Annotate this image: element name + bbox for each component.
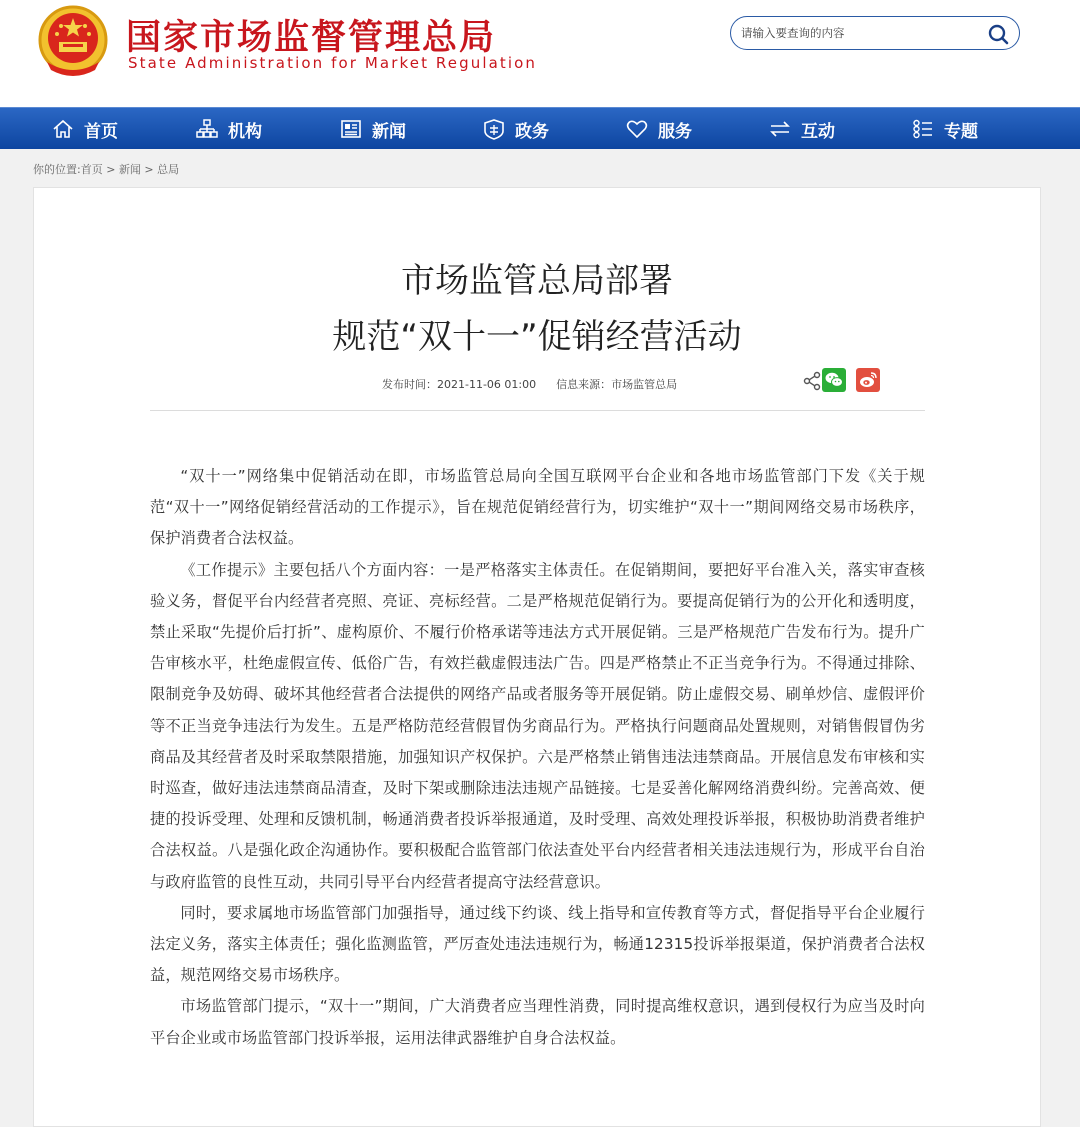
heart-icon <box>626 118 648 140</box>
org-chart-icon <box>196 118 218 140</box>
search-icon[interactable] <box>987 23 1009 45</box>
site-header <box>0 0 1080 107</box>
article-paragraph: “双十一”网络集中促销活动在即，市场监管总局向全国互联网平台企业和各地市场监管部门下发《关于规范“双十一”网络促销经营活动的工作提示》，旨在规范促销经营行为，切实维护“双十一”期间网络交易市场秩序，保护消费者合法权益。 <box>150 467 925 548</box>
government-icon <box>483 118 505 140</box>
exchange-arrows-icon <box>769 118 791 140</box>
nav-item-government[interactable] <box>483 108 549 150</box>
topics-list-icon <box>912 118 934 140</box>
article-meta <box>382 376 677 392</box>
site-name-english[interactable]: State Administration for Market Regulation <box>128 54 538 72</box>
breadcrumb-separator: > <box>140 163 158 176</box>
nav-item-interaction[interactable] <box>769 108 835 150</box>
weibo-icon <box>856 368 880 392</box>
article-title <box>34 253 1040 365</box>
nav-item-home[interactable] <box>52 108 118 150</box>
home-icon <box>52 118 74 140</box>
breadcrumb-link-home[interactable]: 首页 <box>80 163 103 176</box>
main-nav <box>0 107 1080 149</box>
nav-label-organization: 机构 <box>228 121 262 142</box>
publish-time: 发布时间：2021-11-06 01:00 <box>382 378 537 391</box>
nav-label-government: 政务 <box>515 121 549 142</box>
article-paragraph: 市场监管部门提示，“双十一”期间，广大消费者应当理性消费，同时提高维权意识，遇到侵权行为应当及时向平台企业或市场监管部门投诉举报，运用法律武器维护自身合法权益。 <box>150 997 925 1047</box>
nav-item-topics[interactable] <box>912 108 978 150</box>
title-divider <box>150 410 925 411</box>
breadcrumb-link-headquarters[interactable]: 总局 <box>157 163 180 176</box>
weibo-share-button[interactable] <box>856 368 880 392</box>
nav-label-topics: 专题 <box>944 121 978 142</box>
nav-label-home: 首页 <box>84 121 118 142</box>
article-card <box>33 187 1041 1127</box>
share-icon[interactable] <box>800 369 824 393</box>
site-name[interactable]: 国家市场监督管理总局 <box>126 18 497 58</box>
newspaper-icon <box>340 118 362 140</box>
nav-label-news: 新闻 <box>372 121 406 142</box>
nav-label-service: 服务 <box>658 121 692 142</box>
breadcrumb-link-news[interactable]: 新闻 <box>118 163 141 176</box>
nav-item-service[interactable] <box>626 108 692 150</box>
search-box <box>730 16 1020 50</box>
article-title-line1: 市场监管总局部署 <box>401 261 673 301</box>
breadcrumb <box>33 161 179 177</box>
breadcrumb-separator: > <box>102 163 119 176</box>
national-emblem-icon[interactable] <box>37 4 109 80</box>
breadcrumb-prefix: 你的位置: <box>33 163 81 176</box>
article-body <box>150 461 925 1054</box>
nav-item-news[interactable] <box>340 108 406 150</box>
nav-label-interaction: 互动 <box>801 121 835 142</box>
article-paragraph: 《工作提示》主要包括八个方面内容：一是严格落实主体责任。在促销期间，要把好平台准入关，落实审查核验义务，督促平台内经营者亮照、亮证、亮标经营。二是严格规范促销行为。要提高促销行为的公开化和透明度，禁止采取“先提价后打折”、虚构原价、不履行价格承诺等违法方式开展促销。三是严格规范广告发布行为。提升广告审核水平，杜绝虚假宣传、低俗广告，有效拦截虚假违法广告。四是严格禁止不正当竞争行为。不得通过排除、限制竞争及妨碍、破坏其他经营者合法提供的网络产品或者服务等开展促销。防止虚假交易、刷单炒信、虚假评价等不正当竞争违法行为发生。五是严格防范经营假冒伪劣商品行为。严格执行问题商品处置规则，对销售假冒伪劣商品及其经营者及时采取禁限措施，加强知识产权保护。六是严格禁止销售违法违禁商品。开展信息发布审核和实时巡查，做好违法违禁商品清查，及时下架或删除违法违规产品链接。七是妥善化解网络消费纠纷。完善高效、便捷的投诉受理、处理和反馈机制，畅通消费者投诉举报通道，及时受理、高效处理投诉举报，积极协助消费者维护合法权益。八是强化政企沟通协作。要积极配合监管部门依法查处平台内经营者相关违法违规行为，形成平台自治与政府监管的良性互动，共同引导平台内经营者提高守法经营意识。 <box>150 560 925 891</box>
info-source: 信息来源：市场监管总局 <box>556 378 678 391</box>
article-title-line2: 规范“双十一”促销经营活动 <box>332 317 742 357</box>
nav-item-organization[interactable] <box>196 108 262 150</box>
article-paragraph: 同时，要求属地市场监管部门加强指导，通过线下约谈、线上指导和宣传教育等方式，督促指导平台企业履行法定义务，落实主体责任；强化监测监管，严厉查处违法违规行为，畅通12315投诉举报渠道，保护消费者合法权益，规范网络交易市场秩序。 <box>150 903 925 985</box>
wechat-icon <box>822 368 846 392</box>
search-input[interactable] <box>741 23 981 43</box>
wechat-share-button[interactable] <box>822 368 846 392</box>
